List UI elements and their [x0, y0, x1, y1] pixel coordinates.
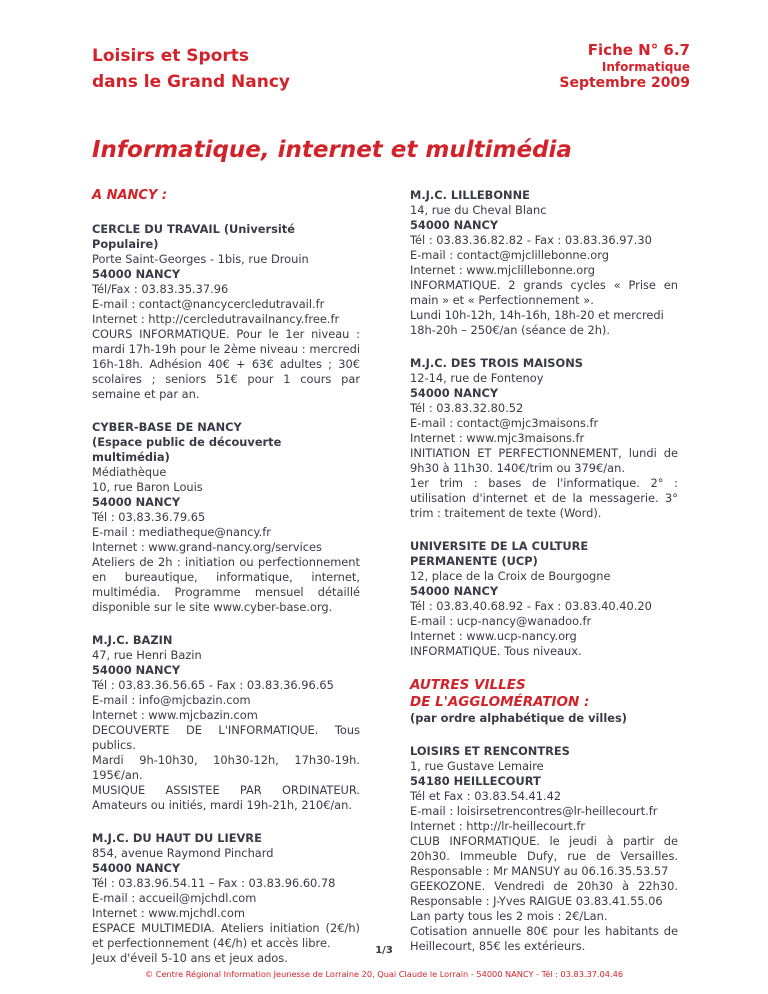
listing-postcode: 54000 NANCY: [92, 267, 181, 281]
fiche-category: Informatique: [601, 60, 690, 74]
listing-address: 12-14, rue de Fontenoy: [410, 371, 544, 385]
listing-address: 1, rue Gustave Lemaire: [410, 759, 544, 773]
listing-postcode: 54000 NANCY: [92, 495, 181, 509]
listing-description: COURS INFORMATIQUE. Pour le 1er niveau : mardi 17h-19h pour le 2ème niveau : mercredi 16h-18h. Adhésion 40€ + 63€ adultes ; 30€ scolaires ; seniors 51€ pour 1 cours par semaine et par an.: [92, 327, 360, 401]
listing-description: INITIATION ET PERFECTIONNEMENT, lundi de 9h30 à 11h30. 140€/trim ou 379€/an.: [410, 446, 678, 475]
listing-phone: Tél et Fax : 03.83.54.41.42: [410, 789, 562, 803]
right-column: [410, 188, 678, 954]
listing-website: Internet : http://lr-heillecourt.fr: [410, 819, 586, 833]
listing-description-2: MUSIQUE ASSISTEE PAR ORDINATEUR. Amateurs ou initiés, mardi 19h-21h, 210€/an.: [92, 783, 360, 812]
listing-schedule: Mardi 9h-10h30, 10h30-12h, 17h30-19h. 195€/an.: [92, 753, 360, 782]
listing-phone: Tél : 03.83.36.56.65 - Fax : 03.83.36.96.65: [92, 678, 334, 692]
listing-phone: Tél : 03.83.96.54.11 – Fax : 03.83.96.60.78: [92, 876, 336, 890]
listing-name: CERCLE DU TRAVAIL: [92, 222, 220, 236]
fiche-date: Septembre 2009: [559, 75, 690, 91]
listing-description: DECOUVERTE DE L'INFORMATIQUE. Tous publics.: [92, 723, 360, 752]
listing-name: M.J.C. BAZIN: [92, 633, 173, 647]
listing-cercle-du-travail: [92, 222, 360, 402]
listing-description-4: Cotisation annuelle 80€ pour les habitants de Heillecourt, 85€ les extérieurs.: [410, 924, 678, 953]
listing-phone: Tél : 03.83.36.82.82 - Fax : 03.83.36.97.30: [410, 233, 652, 247]
listing-phone: Tél : 03.83.32.80.52: [410, 401, 524, 415]
header-title-line1: Loisirs et Sports: [92, 46, 250, 66]
listing-description: INFORMATIQUE. 2 grands cycles « Prise en main » et « Perfectionnement ».: [410, 278, 678, 307]
listing-email: E-mail : accueil@mjchdl.com: [92, 891, 257, 905]
listing-website: Internet : www.mjc3maisons.fr: [410, 431, 585, 445]
listing-schedule: 1er trim : bases de l'informatique. 2° : utilisation d'internet et de la messagerie. 3° trim : traitement de texte (Word).: [410, 476, 678, 520]
listing-loisirs-rencontres: [410, 744, 678, 954]
listing-website: Internet : www.ucp-nancy.org: [410, 629, 577, 643]
listing-address: 12, place de la Croix de Bourgogne: [410, 569, 611, 583]
listing-description-2: GEEKOZONE. Vendredi de 20h30 à 22h30. Responsable : J-Yves RAIGUE 03.83.41.55.06: [410, 879, 678, 908]
footer-copyright: © Centre Régional Information Jeunesse de Lorraine 20, Quai Claude le Lorrain - 54000 NANCY - Tél : 03.83.37.04.46: [144, 969, 624, 979]
listing-subtitle: (Espace public de découverte multimédia): [92, 435, 282, 464]
listing-address: 14, rue du Cheval Blanc: [410, 203, 547, 217]
listing-name: CYBER-BASE DE NANCY: [92, 420, 242, 434]
listing-description: ESPACE MULTIMEDIA. Ateliers initiation (2€/h) et perfectionnement (4€/h) et accès libre.: [92, 921, 360, 950]
header-right: [559, 40, 690, 92]
page-title: Informatique, internet et multimédia: [92, 137, 572, 163]
listing-website: Internet : www.mjcbazin.com: [92, 708, 258, 722]
listing-postcode: 54000 NANCY: [410, 584, 499, 598]
listing-schedule: Lundi 10h-12h, 14h-16h, 18h-20 et mercredi 18h-20h – 250€/an (séance de 2h).: [410, 308, 664, 337]
listing-website: Internet : www.mjchdl.com: [92, 906, 245, 920]
listing-description-3: Lan party tous les 2 mois : 2€/Lan.: [410, 909, 608, 923]
listing-mjc-lillebonne: [410, 188, 678, 338]
listing-email: E-mail : contact@nancycercledutravail.fr: [92, 297, 325, 311]
header-left: [92, 43, 290, 95]
header-title-line2: dans le Grand Nancy: [92, 72, 291, 92]
listing-name-suffix: (Université Populaire): [92, 222, 295, 251]
listing-email: E-mail : mediatheque@nancy.fr: [92, 525, 271, 539]
listing-mjc-trois-maisons: [410, 356, 678, 521]
section-autres-heading-1: AUTRES VILLES: [410, 677, 526, 693]
listing-name: M.J.C. LILLEBONNE: [410, 188, 530, 202]
page-number: 1/3: [375, 945, 393, 956]
listing-name: LOISIRS ET RENCONTRES: [410, 744, 570, 758]
listing-phone: Tél : 03.83.40.68.92 - Fax : 03.83.40.40.20: [410, 599, 652, 613]
listing-website: Internet : www.grand-nancy.org/services: [92, 540, 322, 554]
listing-website: Internet : http://cercledutravailnancy.free.fr: [92, 312, 340, 326]
section-autres-heading-2: DE L'AGGLOMÉRATION :: [410, 694, 590, 710]
section-nancy-heading: A NANCY :: [92, 188, 168, 203]
listing-description-2: Jeux d'éveil 5-10 ans et jeux ados.: [92, 951, 288, 965]
listing-address: Porte Saint-Georges - 1bis, rue Drouin: [92, 252, 309, 266]
listing-description: INFORMATIQUE. Tous niveaux.: [410, 644, 582, 658]
listing-phone: Tél : 03.83.36.79.65: [92, 510, 206, 524]
listing-name: M.J.C. DU HAUT DU LIEVRE: [92, 831, 262, 845]
listing-description: Ateliers de 2h : initiation ou perfectionnement en bureautique, informatique, internet, multimédia. Programme mensuel détaillé disponible sur le site www.cyber-base.org.: [92, 555, 360, 614]
section-autres-note: (par ordre alphabétique de villes): [410, 711, 627, 725]
listing-website: Internet : www.mjclillebonne.org: [410, 263, 595, 277]
listing-address: 854, avenue Raymond Pinchard: [92, 846, 274, 860]
listing-cyber-base: [92, 420, 360, 615]
listing-email: E-mail : loisirsetrencontres@lr-heillecourt.fr: [410, 804, 658, 818]
listing-postcode: 54000 NANCY: [92, 663, 181, 677]
listing-email: E-mail : contact@mjc3maisons.fr: [410, 416, 599, 430]
listing-venue: Médiathèque: [92, 465, 167, 479]
listing-postcode: 54000 NANCY: [410, 386, 499, 400]
fiche-number: Fiche N° 6.7: [587, 41, 690, 59]
listing-description: CLUB INFORMATIQUE. le jeudi à partir de 20h30. Immeuble Dufy, rue de Versailles. Responsable : Mr MANSUY au 06.16.35.53.57: [410, 834, 678, 878]
listing-postcode: 54180 HEILLECOURT: [410, 774, 541, 788]
listing-postcode: 54000 NANCY: [92, 861, 181, 875]
listing-phone: Tél/Fax : 03.83.35.37.96: [92, 282, 229, 296]
listing-address: 10, rue Baron Louis: [92, 480, 203, 494]
listing-email: E-mail : contact@mjclillebonne.org: [410, 248, 609, 262]
listing-mjc-bazin: [92, 633, 360, 813]
listing-email: E-mail : info@mjcbazin.com: [92, 693, 251, 707]
listing-postcode: 54000 NANCY: [410, 218, 499, 232]
listing-name: M.J.C. DES TROIS MAISONS: [410, 356, 583, 370]
listing-email: E-mail : ucp-nancy@wanadoo.fr: [410, 614, 592, 628]
listing-address: 47, rue Henri Bazin: [92, 648, 202, 662]
left-column: [92, 188, 360, 966]
listing-ucp: [410, 539, 678, 659]
listing-name: UNIVERSITE DE LA CULTURE PERMANENTE (UCP): [410, 539, 589, 568]
